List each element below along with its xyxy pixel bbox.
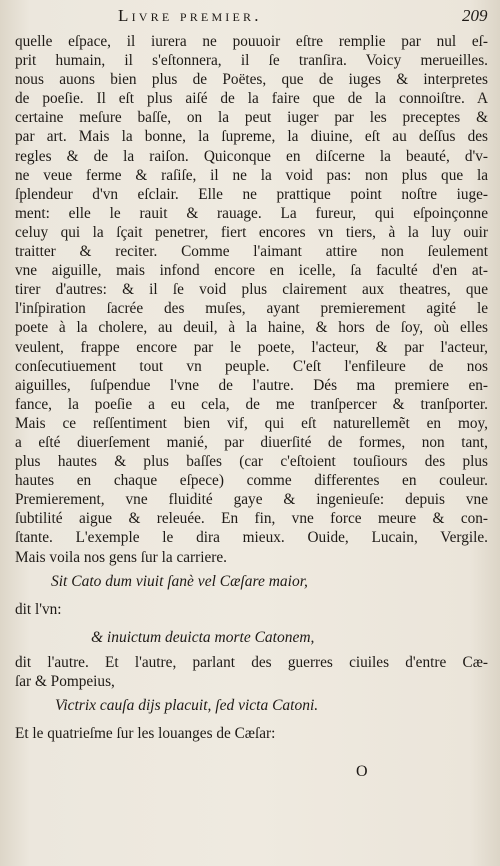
text-line: par art. Mais la bonne, la ſupreme, la diuine, eſt au deſſus des <box>15 128 488 146</box>
text-line: plus hautes & plus baſſes (car c'eſtoient touſiours des plus <box>15 453 488 471</box>
text-line: traitter & reciter. Comme l'aimant attire non ſeulement <box>15 243 488 261</box>
catchword: O <box>356 763 368 780</box>
text-line: veulent, frappe encore par le poete, l'acteur, & par l'acteur, <box>15 338 488 356</box>
text-line: nous auons bien plus de Poëtes, que de iuges & interpretes <box>15 71 488 89</box>
body-text <box>15 32 488 747</box>
text-line: ment: elle le rauit & rauage. La fureur, qui eſpoinçonne <box>15 204 488 222</box>
text-line: ſplendeur d'vn eſclair. Elle ne prattique point noſtre iuge- <box>15 185 488 203</box>
text-line: ſubtilité aigue & releuée. En fin, vne force meure & con- <box>15 510 488 528</box>
text-line: prit humain, il s'eſtonnera, il ſe tranſira. Voicy merueilles. <box>15 52 488 70</box>
text-line: quelle eſpace, il iurera ne pouuoir eſtre remplie par nul eſ- <box>15 33 488 50</box>
attribution-line: ſar & Pompeius, <box>15 672 115 690</box>
text-line: Mais ce reſſentiment bien vif, qui eſt naturellemẽt en moy, <box>15 414 488 432</box>
text-line: Mais voila nos gens ſur la carriere. <box>15 548 227 566</box>
text-line: hautes en chaque eſpece) comme differentes en couleur. <box>15 472 488 490</box>
text-line: celuy qui la ſçait penetrer, fiert encores vn tiers, à la luy ouir <box>15 223 488 241</box>
text-line: fance, la poeſie a eu cela, de me tranſpercer & tranſporter. <box>15 395 488 413</box>
text-line: vne aiguille, mais infond encore en icelle, ſa faculté d'en at- <box>15 262 488 280</box>
latin-quote: & inuictum deuicta morte Catonem, <box>91 628 315 646</box>
text-line: conſecutiuement tout vn peuple. C'eſt l'enfileure de nos <box>15 357 488 375</box>
text-line: l'inſpiration ſacrée des muſes, ayant premierement agité le <box>15 300 488 318</box>
page-header <box>0 4 500 28</box>
attribution-line: dit l'vn: <box>15 600 62 618</box>
text-line: aiguilles, ſuſpendue l'vne de l'autre. Dés ma premiere en- <box>15 376 488 394</box>
text-line: regles & de la raiſon. Quiconque en diſcerne la beauté, d'v- <box>15 147 488 165</box>
text-line: tirer d'autres: & il ſe void plus clairement aux theatres, que <box>15 281 488 299</box>
running-head: Livre premier. <box>118 6 262 25</box>
text-line: ne veue ferme & raſiſe, il ne la void pas: non plus que la <box>15 166 488 184</box>
attribution-line: dit l'autre. Et l'autre, parlant des guerres ciuiles d'entre Cæ- <box>15 653 488 671</box>
page-number: 209 <box>462 6 488 25</box>
text-line: certaine meſure baſſe, on la peut iuger par les preceptes & <box>15 109 488 127</box>
latin-quote: Sit Cato dum viuit ſanè vel Cæſare maior, <box>51 572 308 590</box>
text-line: Premierement, vne fluidité gaye & ingenieuſe: depuis vne <box>15 491 488 509</box>
text-line: de poeſie. Il eſt plus aiſé de la faire que de la connoiſtre. A <box>15 90 488 108</box>
latin-quote: Victrix cauſa dijs placuit, ſed victa Catoni. <box>55 696 319 714</box>
text-line: a eſté diuerſement manié, par diuerſité de formes, non tant, <box>15 433 488 451</box>
text-line: poete à la cholere, au deuil, à la haine, & hors de ſoy, où elles <box>15 319 488 337</box>
closing-line: Et le quatrieſme ſur les louanges de Cæſar: <box>15 724 276 742</box>
text-line: ſtante. L'exemple le dira mieux. Ouide, Lucain, Vergile. <box>15 529 488 547</box>
